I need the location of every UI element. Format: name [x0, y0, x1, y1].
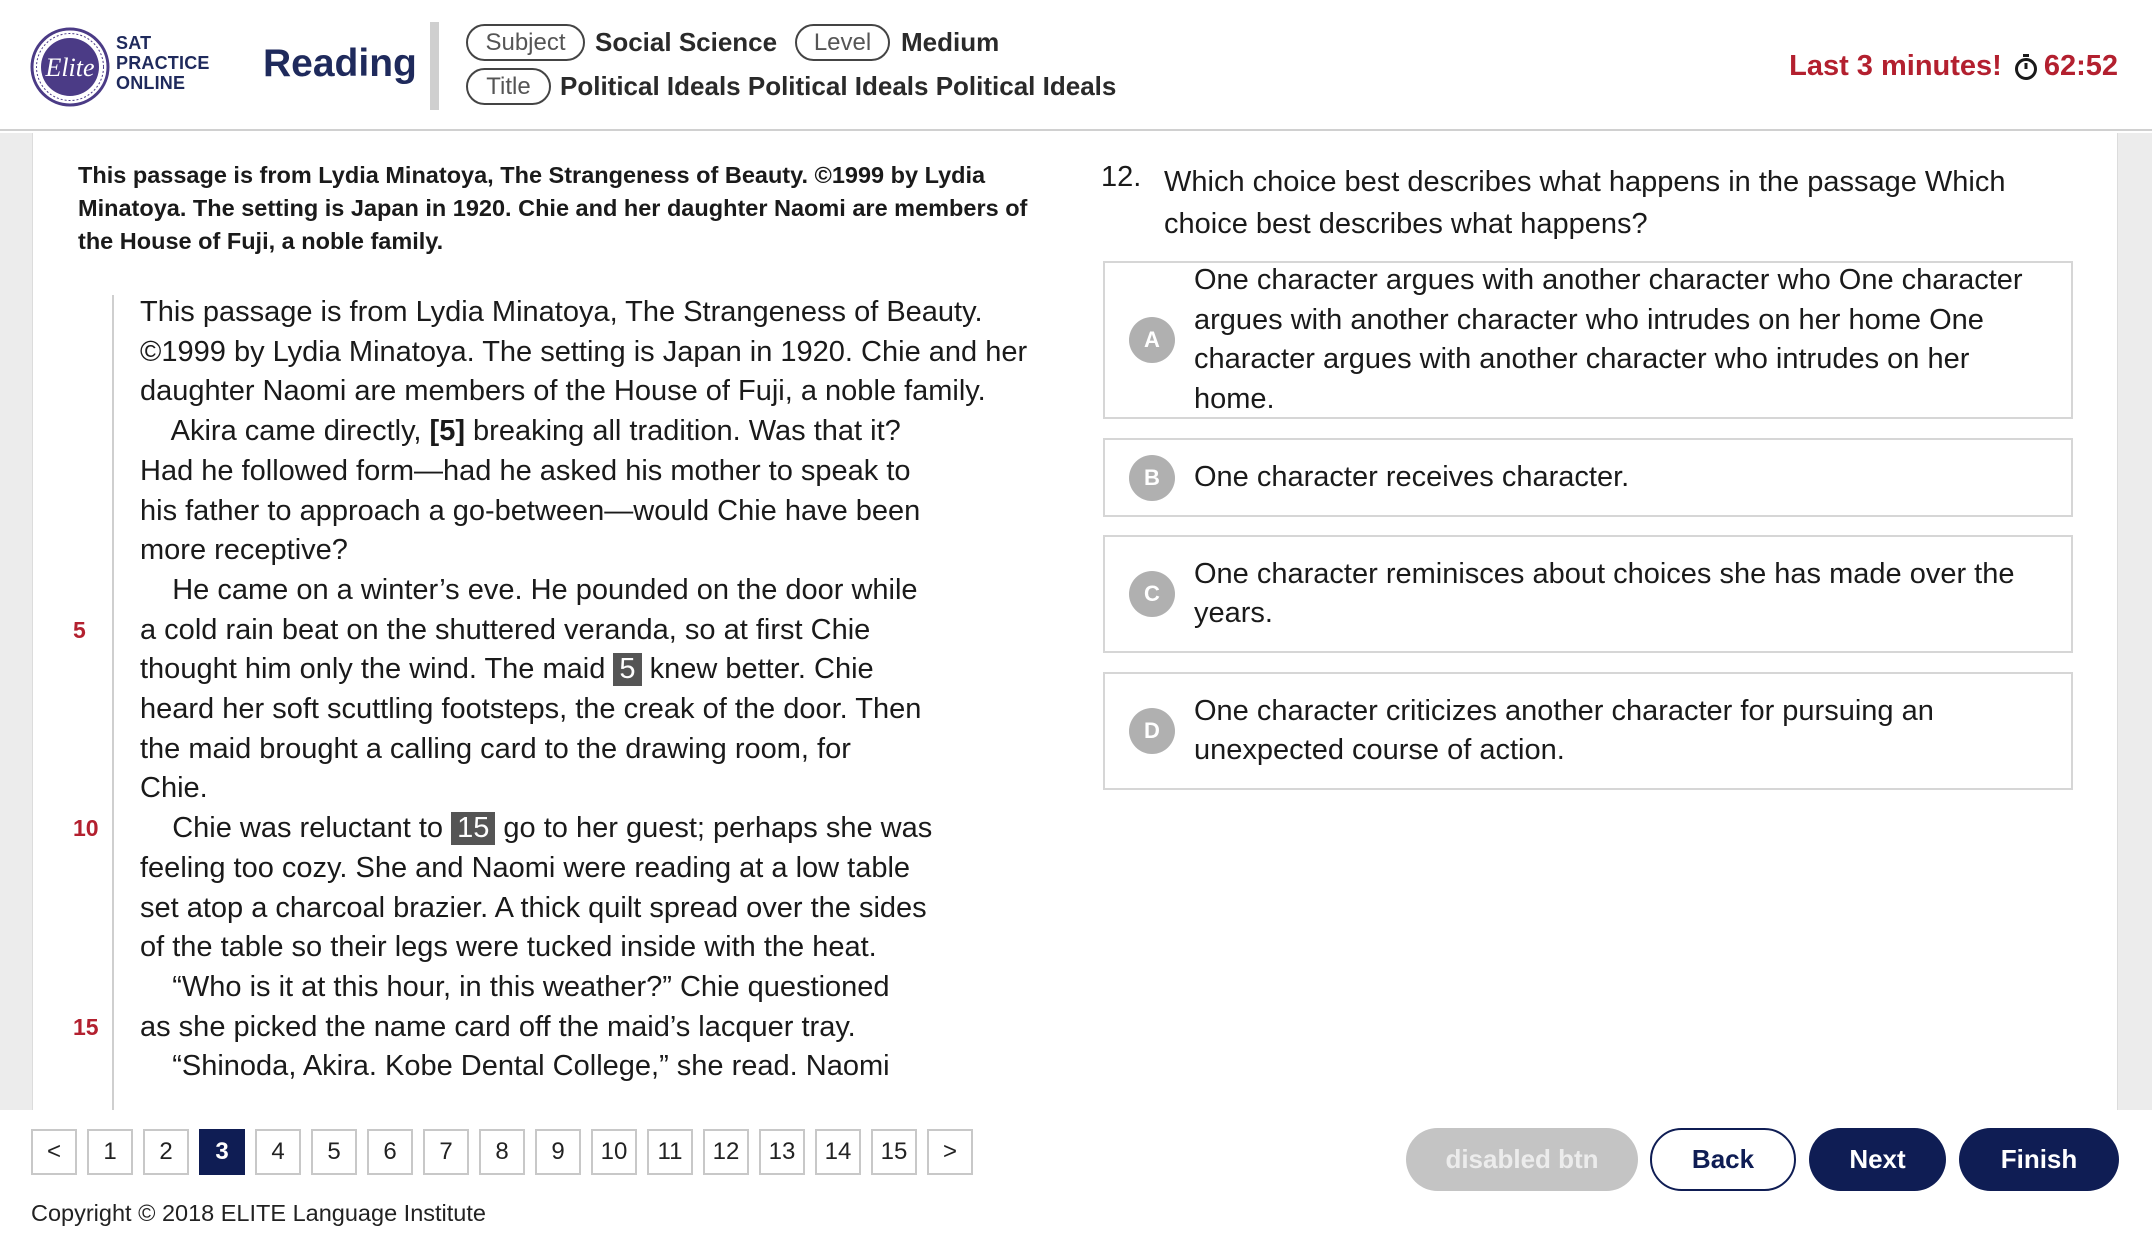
choice-text-d: One character criticizes another character for pursuing an unexpected course of action.: [1194, 694, 1934, 766]
page-button-6[interactable]: 6: [367, 1129, 413, 1175]
page-button-4[interactable]: 4: [255, 1129, 301, 1175]
disabled-button: disabled btn: [1406, 1128, 1638, 1191]
svg-text:Elite: Elite: [45, 53, 95, 82]
logo-line-practice: PRACTICE: [116, 53, 210, 73]
choice-letter-a: A: [1129, 317, 1175, 363]
passage-line: Chie.: [140, 772, 208, 805]
page-button-15[interactable]: 15: [871, 1129, 917, 1175]
passage-rule: [112, 295, 114, 1110]
level-tag: Level: [795, 24, 890, 61]
passage-line: This passage is from Lydia Minatoya, The Strangeness of Beauty.: [140, 296, 983, 328]
question-text: Which choice best describes what happens in the passage Which choice best describes what happens?: [1164, 166, 2006, 240]
passage-line: more receptive?: [140, 534, 348, 567]
content-area: [32, 133, 2118, 1110]
header-divider: [430, 22, 439, 110]
passage-line-part: thought him only the wind. The maid: [140, 653, 614, 686]
line-number-10: 10: [73, 815, 99, 841]
question-number: 12.: [1101, 161, 1142, 193]
passage-line: a cold rain beat on the shuttered veranda, so at first Chie: [140, 613, 871, 646]
line-number-15: 15: [73, 1014, 99, 1040]
timer-warning: Last 3 minutes!: [1789, 50, 2002, 82]
passage-line: ©1999 by Lydia Minatoya. The setting is Japan in 1920. Chie and her: [140, 335, 1028, 368]
choice-d[interactable]: [1103, 672, 2073, 790]
right-gutter: [2118, 133, 2152, 1110]
page-button-3-current[interactable]: 3: [199, 1129, 245, 1175]
passage-line: He came on a winter’s eve. He pounded on the door while: [140, 573, 918, 606]
passage-line: “Who is it at this hour, in this weather?” Chie questioned: [140, 970, 890, 1003]
left-gutter: [0, 133, 32, 1110]
passage-line: the maid brought a calling card to the drawing room, for: [140, 732, 851, 765]
timer: [1789, 50, 2118, 83]
choice-text-c: One character reminisces about choices she has made over the years.: [1194, 557, 2015, 629]
next-button[interactable]: Next: [1809, 1128, 1946, 1191]
title-value: Political Ideals Political Ideals Political Ideals: [560, 71, 1117, 101]
logo-wordmark: [116, 33, 210, 93]
passage-line: of the table so their legs were tucked inside with the heat.: [140, 931, 877, 964]
passage-line: [140, 412, 1060, 452]
choice-a[interactable]: [1103, 261, 2073, 419]
page-button-8[interactable]: 8: [479, 1129, 525, 1175]
footer-bar: [0, 1110, 2152, 1244]
passage-line: as she picked the name card off the maid’s lacquer tray.: [140, 1010, 856, 1043]
passage-line-part: breaking all tradition. Was that it?: [465, 415, 901, 448]
choice-text-b: One character receives character.: [1194, 460, 1630, 493]
passage-line-part: knew better. Chie: [641, 653, 874, 686]
next-page-button[interactable]: >: [927, 1129, 973, 1175]
passage-line-part: Chie was reluctant to: [140, 812, 452, 845]
choice-c[interactable]: [1103, 535, 2073, 653]
highlight-marker-15[interactable]: 15: [451, 812, 495, 845]
passage-line: [140, 809, 1060, 849]
level-value: Medium: [901, 27, 1000, 57]
page-button-1[interactable]: 1: [87, 1129, 133, 1175]
passage-line: his father to approach a go-between—would Chie have been: [140, 494, 921, 527]
back-button[interactable]: Back: [1650, 1128, 1796, 1191]
reference-marker-5[interactable]: [5]: [429, 415, 465, 448]
section-title: Reading: [263, 42, 417, 85]
passage-line: daughter Naomi are members of the House of Fuji, a noble family.: [140, 375, 986, 408]
page-button-12[interactable]: 12: [703, 1129, 749, 1175]
page-button-5[interactable]: 5: [311, 1129, 357, 1175]
passage-line-part: go to her guest; perhaps she was: [495, 812, 933, 845]
passage-line: [140, 650, 1060, 690]
prev-page-button[interactable]: <: [31, 1129, 77, 1175]
subject-value: Social Science: [595, 27, 778, 57]
finish-button[interactable]: Finish: [1959, 1128, 2119, 1191]
title-tag: Title: [466, 68, 551, 105]
passage-line: “Shinoda, Akira. Kobe Dental College,” she read. Naomi: [140, 1050, 890, 1083]
timer-value: 62:52: [2043, 50, 2118, 82]
passage-line: set atop a charcoal brazier. A thick quilt spread over the sides: [140, 891, 927, 924]
choice-letter-b: B: [1129, 455, 1175, 501]
elite-logo-icon: [30, 27, 110, 107]
highlight-marker-5[interactable]: 5: [613, 653, 641, 686]
passage-line-part: Akira came directly,: [140, 415, 430, 448]
subject-tag: Subject: [466, 24, 585, 61]
passage-line: heard her soft scuttling footsteps, the creak of the door. Then: [140, 693, 922, 726]
line-number-5: 5: [73, 617, 86, 643]
page-button-9[interactable]: 9: [535, 1129, 581, 1175]
page-button-10[interactable]: 10: [591, 1129, 637, 1175]
passage-line: Had he followed form—had he asked his mother to speak to: [140, 454, 911, 487]
choice-letter-d: D: [1129, 708, 1175, 754]
copyright-text: Copyright © 2018 ELITE Language Institute: [31, 1200, 486, 1226]
header-bar: [0, 0, 2152, 131]
choice-letter-c: C: [1129, 571, 1175, 617]
logo-line-online: ONLINE: [116, 73, 186, 93]
page-button-2[interactable]: 2: [143, 1129, 189, 1175]
passage-line: feeling too cozy. She and Naomi were reading at a low table: [140, 851, 911, 884]
page-button-7[interactable]: 7: [423, 1129, 469, 1175]
passage-text[interactable]: [140, 293, 1060, 1087]
choice-text-a: One character argues with another character who One character argues with another character who intrudes on her home One character argues with another character who intrudes on her home.: [1194, 264, 2023, 415]
pagination: [31, 1129, 973, 1175]
passage-intro: This passage is from Lydia Minatoya, The Strangeness of Beauty. ©1999 by Lydia Minatoya. The setting is Japan in 1920. Chie and her daughter Naomi are members of the House of Fuji, a noble family.: [78, 162, 1028, 254]
stopwatch-icon: [2014, 54, 2038, 80]
choice-b[interactable]: [1103, 438, 2073, 517]
logo-line-sat: SAT: [116, 33, 152, 53]
page-button-13[interactable]: 13: [759, 1129, 805, 1175]
page-button-14[interactable]: 14: [815, 1129, 861, 1175]
page-button-11[interactable]: 11: [647, 1129, 693, 1175]
